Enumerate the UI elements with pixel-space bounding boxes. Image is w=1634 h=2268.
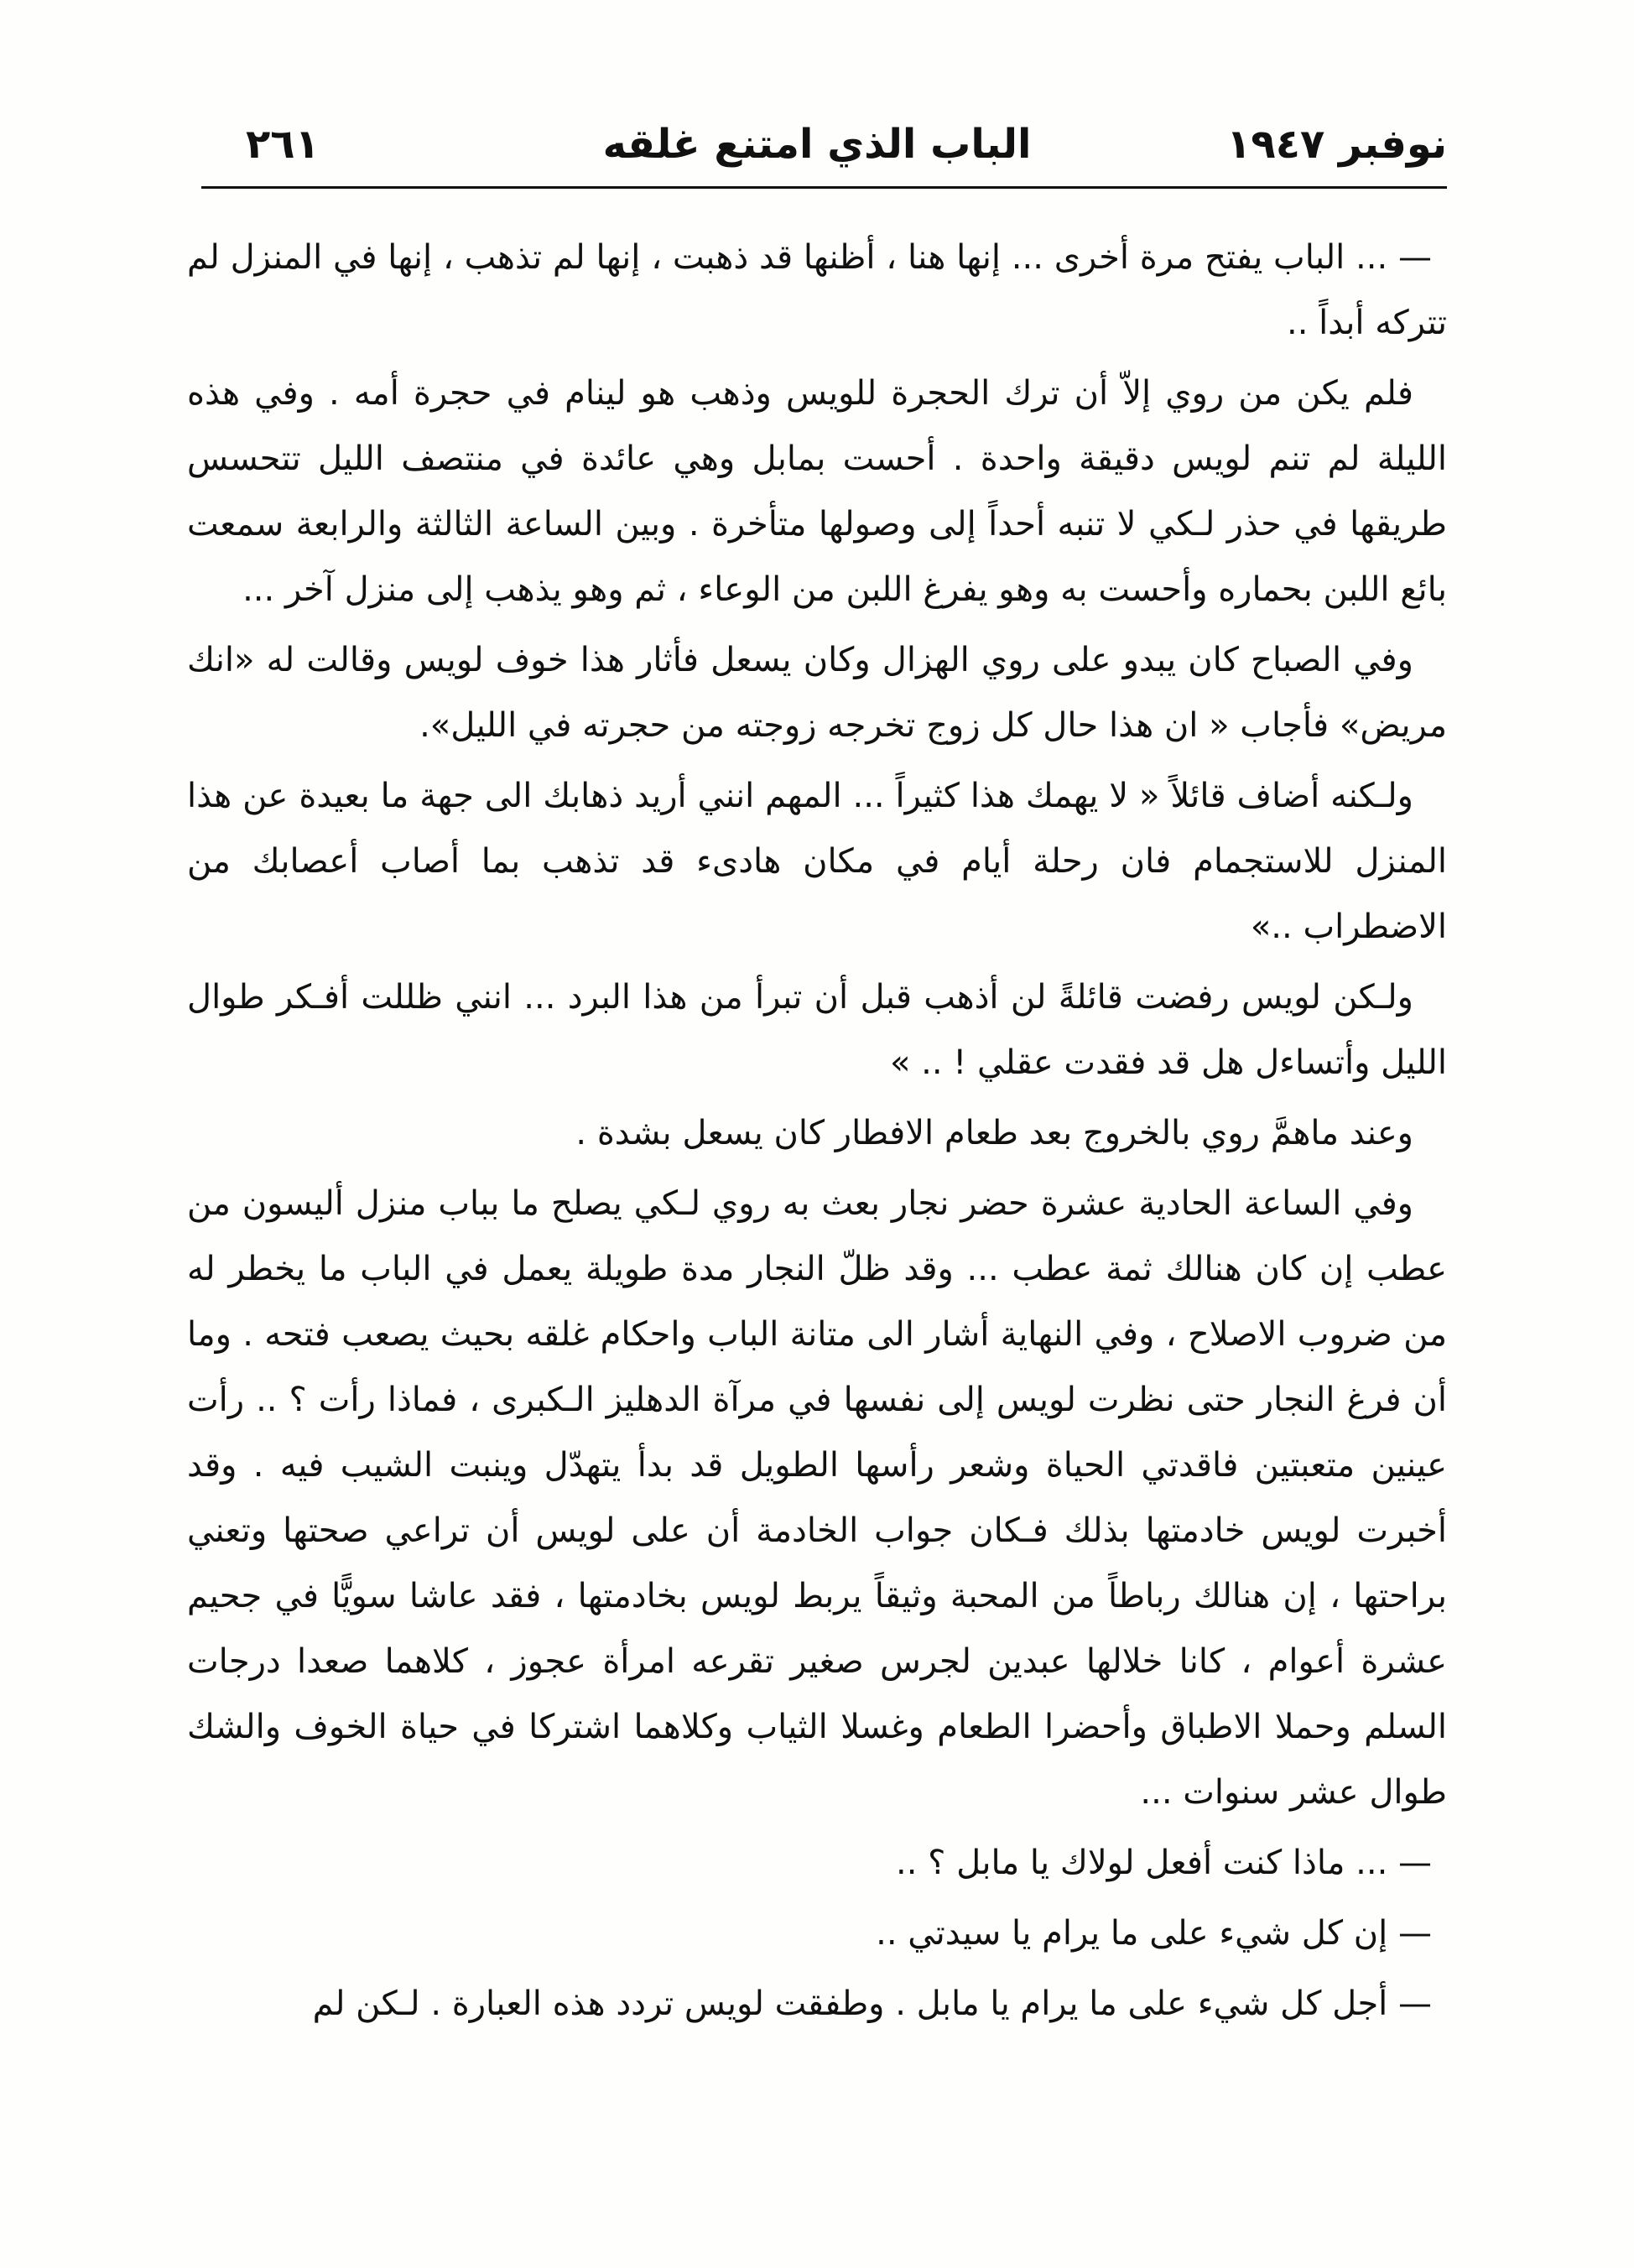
paragraph: وفي الصباح كان يبدو على روي الهزال وكان يسعل فأثار هذا خوف لويس وقالت له «انك مريض» فأجاب « ان هذا حال كل زوج تخرجه زوجته من حجرته في الليل». [187,641,1447,745]
dialogue-line: — ... ماذا كنت أفعل لولاك يا مابل ؟ .. [896,1844,1432,1882]
page-number: ٢٦١ [246,121,320,168]
issue-date: نوفبر ١٩٤٧ [1226,121,1447,168]
running-header [187,111,1447,178]
dialogue-line: — أجل كل شيء على ما يرام يا مابل . وطفقت لويس تردد هذه العبارة . لـكن لم [312,1984,1432,2023]
paragraph: ولـكن لويس رفضت قائلةً لن أذهب قبل أن تبرأ من هذا البرد ... انني ظللت أفـكر طوال الليل وأتساءل هل قد فقدت عقلي ! .. » [187,978,1447,1082]
header-rule [201,186,1447,189]
paragraph: وعند ماهمَّ روي بالخروج بعد طعام الافطار كان يسعل بشدة . [575,1114,1413,1152]
dialogue-line: — إن كل شيء على ما يرام يا سيدتي .. [876,1914,1432,1953]
paragraph: ولـكنه أضاف قائلاً « لا يهمك هذا كثيراً ... المهم انني أريد ذهابك الى جهة ما بعيدة عن هذا المنزل للاستجمام فان رحلة أيام في مكان هادىء قد تذهب بما أصاب أعصابك من الاضطراب ..» [187,777,1447,946]
paragraph: فلم يكن من روي إلاّ أن ترك الحجرة للويس وذهب هو لينام في حجرة أمه . وفي هذه الليلة لم تنم لويس دقيقة واحدة . أحست بمابل وهي عائدة في منتصف الليل تتحسس طريقها في حذر لـكي لا تنبه أحداً إلى وصولها متأخرة . وبين الساعة الثالثة والرابعة سمعت بائع اللبن بحماره وأحست به وهو يفرغ اللبن من الوعاء ، ثم وهو يذهب إلى منزل آخر ... [187,374,1447,609]
article-title: الباب الذي امتنع غلقه [602,121,1032,168]
body-text [187,225,1447,2042]
dialogue-line: — ... الباب يفتح مرة أخرى ... إنها هنا ، أظنها قد ذهبت ، إنها لم تذهب ، إنها في المنزل لم تتركه أبداً .. [187,238,1447,342]
paragraph: وفي الساعة الحادية عشرة حضر نجار بعث به روي لـكي يصلح ما بباب منزل أليسون من عطب إن كان هنالك ثمة عطب ... وقد ظلّ النجار مدة طويلة يعمل في الباب ما يخطر له من ضروب الاصلاح ، وفي النهاية أشار الى متانة الباب واحكام غلقه بحيث يصعب فتحه . وما أن فرغ النجار حتى نظرت لويس إلى نفسها في مرآة الدهليز الـكبرى ، فماذا رأت ؟ .. رأت عينين متعبتين فاقدتي الحياة وشعر رأسها الطويل قد بدأ يتهدّل وينبت الشيب فيه . وقد أخبرت لويس خادمتها بذلك فـكان جواب الخادمة أن على لويس أن تراعي صحتها وتعني براحتها ، إن هنالك رباطاً من المحبة وثيقاً يربط لويس بخادمتها ، فقد عاشا سويًّا في جحيم عشرة أعوام ، كانا خلالها عبدين لجرس صغير تقرعه امرأة عجوز ، كلاهما صعدا درجات السلم وحملا الاطباق وأحضرا الطعام وغسلا الثياب وكلاهما اشتركا في حياة الخوف والشك طوال عشر سنوات ... [187,1184,1447,1812]
